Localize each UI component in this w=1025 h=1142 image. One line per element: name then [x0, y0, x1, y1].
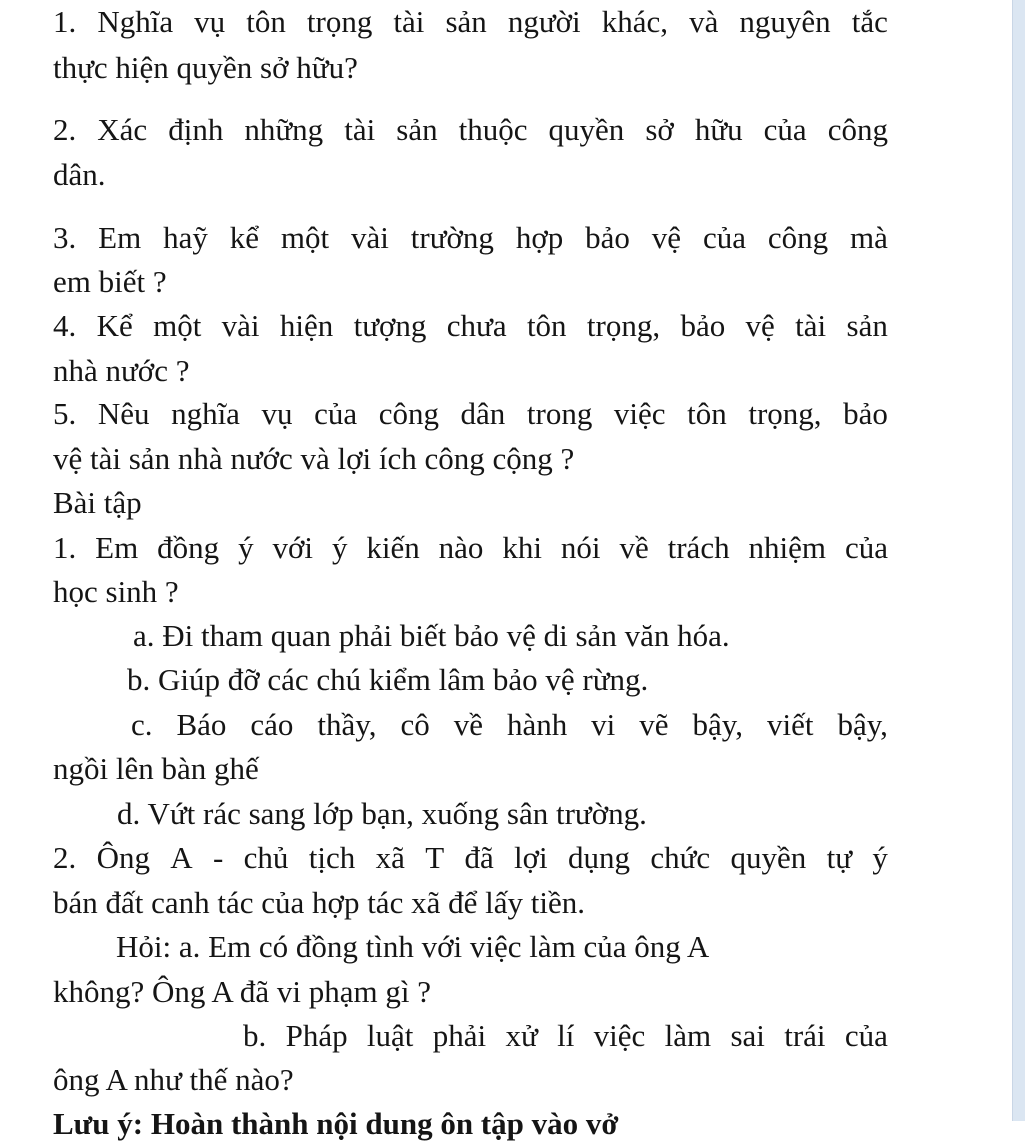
line-12: 1. Em đồng ý với ý kiến nào khi nói về trách nhiệm của	[53, 530, 888, 565]
line-3: 2. Xác định những tài sản thuộc quyền sở hữu của công	[53, 112, 888, 147]
line-1: 1. Nghĩa vụ tôn trọng tài sản người khác, và nguyên tắc	[53, 4, 888, 39]
option-b: b. Giúp đỡ các chú kiểm lâm bảo vệ rừng.	[127, 662, 649, 697]
line-6: em biết ?	[53, 264, 167, 299]
question-b: b. Pháp luật phải xử lí việc làm sai trái của	[243, 1018, 888, 1053]
section-heading: Bài tập	[53, 485, 142, 520]
option-c-continued: ngồi lên bàn ghế	[53, 751, 259, 786]
question-a-continued: không? Ông A đã vi phạm gì ?	[53, 974, 431, 1009]
line-2: thực hiện quyền sở hữu?	[53, 50, 358, 85]
line-9: 5. Nêu nghĩa vụ của công dân trong việc tôn trọng, bảo	[53, 396, 888, 431]
cutoff-line	[53, 1106, 888, 1141]
line-13: học sinh ?	[53, 574, 179, 609]
option-a: a. Đi tham quan phải biết bảo vệ di sản văn hóa.	[133, 618, 730, 653]
line-19: 2. Ông A - chủ tịch xã T đã lợi dụng chức quyền tự ý	[53, 840, 888, 875]
line-20: bán đất canh tác của hợp tác xã để lấy tiền.	[53, 885, 585, 920]
line-4: dân.	[53, 157, 106, 192]
line-7: 4. Kể một vài hiện tượng chưa tôn trọng, bảo vệ tài sản	[53, 308, 888, 343]
line-8: nhà nước ?	[53, 353, 190, 388]
option-d: d. Vứt rác sang lớp bạn, xuống sân trường.	[117, 796, 647, 831]
cutoff-line-text: Lưu ý: Hoàn thành nội dung ôn tập vào vở	[53, 1106, 619, 1141]
question-b-continued: ông A như thế nào?	[53, 1062, 294, 1097]
window-edge	[1012, 0, 1025, 1121]
question-a: Hỏi: a. Em có đồng tình với việc làm của ông A	[116, 929, 710, 964]
line-10: vệ tài sản nhà nước và lợi ích công cộng ?	[53, 441, 575, 476]
option-c: c. Báo cáo thầy, cô về hành vi vẽ bậy, viết bậy,	[131, 707, 888, 742]
line-5: 3. Em haỹ kể một vài trường hợp bảo vệ của công mà	[53, 220, 888, 255]
